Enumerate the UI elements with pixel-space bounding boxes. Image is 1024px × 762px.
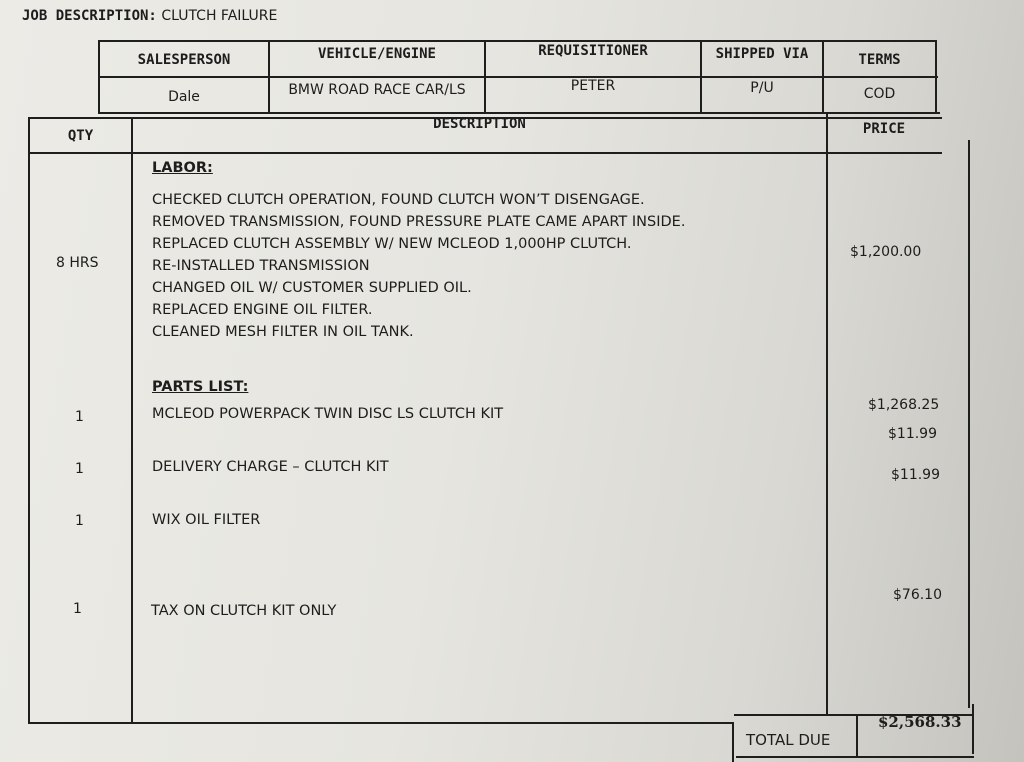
labor-price: $1,200.00 (850, 244, 922, 260)
terms-value: COD (863, 86, 896, 102)
qty-header: QTY (67, 128, 94, 144)
labor-line: CHANGED OIL W/ CUSTOMER SUPPLIED OIL. (152, 280, 472, 296)
labor-line: RE-INSTALLED TRANSMISSION (152, 258, 370, 274)
header-col-terms: TERMS (858, 52, 901, 68)
part-price: $1,268.25 (868, 397, 940, 413)
part-description: DELIVERY CHARGE – CLUTCH KIT (152, 459, 389, 475)
part-qty: 1 (75, 461, 84, 477)
part-price-secondary: $11.99 (888, 426, 937, 442)
description-header: DESCRIPTION (433, 116, 526, 132)
part-price: $11.99 (891, 467, 940, 483)
header-col-requisitioner: REQUISITIONER (538, 43, 648, 59)
total-label: TOTAL DUE (746, 731, 831, 749)
requisitioner-value: PETER (570, 78, 616, 94)
header-col-shipped-via: SHIPPED VIA (715, 46, 809, 62)
header-col-vehicle-engine: VEHICLE/ENGINE (317, 46, 436, 62)
part-qty: 1 (75, 513, 84, 529)
part-qty: 1 (73, 601, 82, 617)
job-description (22, 8, 277, 24)
salesperson-value: Dale (168, 89, 200, 105)
labor-line: CHECKED CLUTCH OPERATION, FOUND CLUTCH WON’T DISENGAGE. (152, 192, 645, 208)
part-price: $76.10 (893, 587, 942, 603)
header-col-salesperson: SALESPERSON (137, 52, 231, 68)
part-description: TAX ON CLUTCH KIT ONLY (151, 603, 337, 619)
job-description-value: CLUTCH FAILURE (161, 8, 278, 24)
labor-line: REPLACED CLUTCH ASSEMBLY W/ NEW MCLEOD 1,000HP CLUTCH. (152, 236, 632, 252)
labor-line: REPLACED ENGINE OIL FILTER. (152, 302, 373, 318)
part-qty: 1 (75, 409, 84, 425)
labor-line: CLEANED MESH FILTER IN OIL TANK. (152, 324, 414, 340)
shipped-via-value: P/U (750, 80, 774, 96)
vehicle-engine-value: BMW ROAD RACE CAR/LS (288, 82, 466, 98)
total-value: $2,568.33 (878, 713, 962, 731)
labor-qty: 8 HRS (56, 255, 99, 271)
job-description-label: JOB DESCRIPTION: (22, 8, 157, 24)
labor-heading: LABOR: (152, 160, 213, 176)
labor-line: REMOVED TRANSMISSION, FOUND PRESSURE PLATE CAME APART INSIDE. (152, 214, 686, 230)
part-description: MCLEOD POWERPACK TWIN DISC LS CLUTCH KIT (152, 406, 504, 422)
part-description: WIX OIL FILTER (152, 512, 261, 528)
labor-lines (152, 189, 685, 343)
parts-heading: PARTS LIST: (152, 379, 249, 395)
price-header: PRICE (862, 121, 906, 137)
